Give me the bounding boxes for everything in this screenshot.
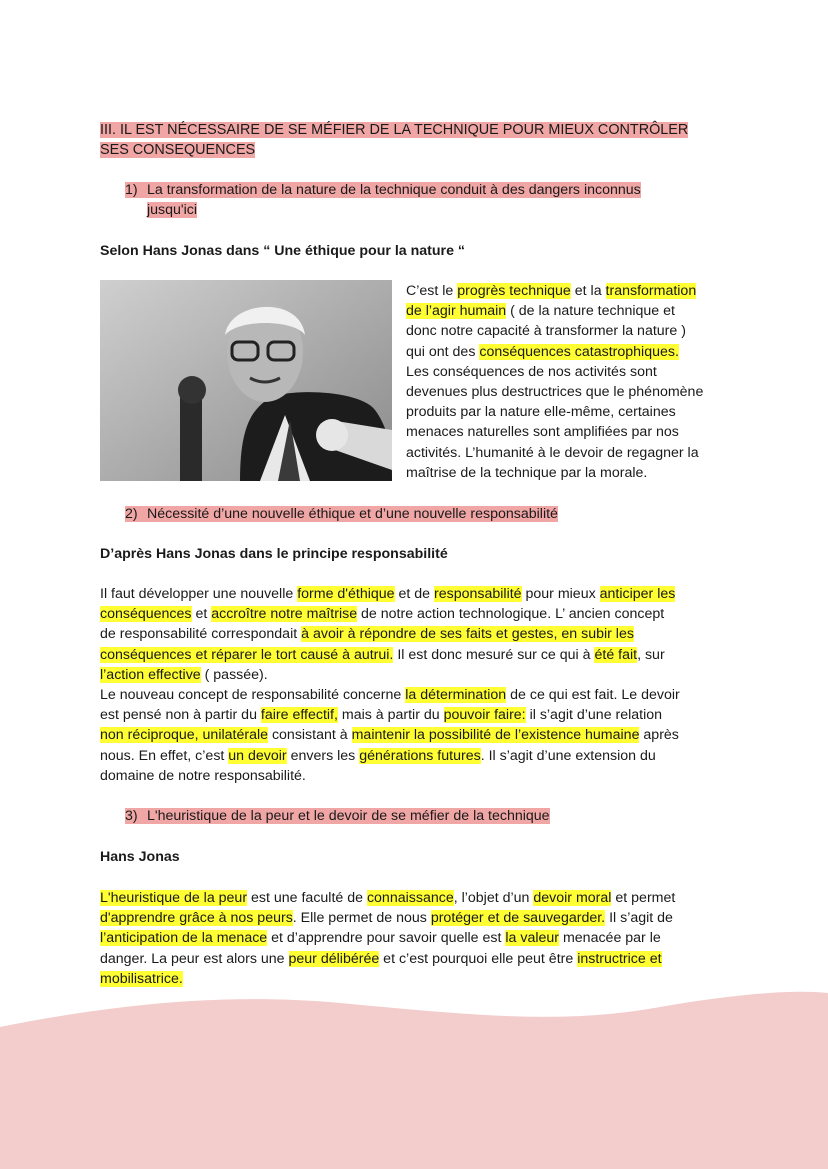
text-run: responsabilité <box>434 586 522 602</box>
text-run: la détermination <box>405 687 507 704</box>
text-run: de l’agir humain <box>406 303 507 320</box>
text-run: et d’apprendre pour savoir quelle est <box>267 930 506 947</box>
text-run: et c’est pourquoi elle peut être <box>379 950 578 967</box>
text-run: de responsabilité correspondait <box>100 626 302 643</box>
text-run: ( passée). <box>200 666 268 683</box>
text-run: progrès technique <box>457 283 571 299</box>
text-run: menaces naturelles sont amplifiées par nos <box>406 424 679 441</box>
footer-wave <box>0 985 828 1169</box>
text-run: , l’objet d’un <box>453 890 534 906</box>
paragraph-3 <box>100 888 740 989</box>
text-run: connaissance <box>366 890 454 906</box>
paragraph-2 <box>100 584 740 786</box>
text-run: produits par la nature elle-même, certaines <box>406 404 676 421</box>
text-run: instructrice et <box>577 950 662 967</box>
text-run: maîtrise de la technique par la morale. <box>406 464 648 481</box>
text-run: été fait <box>594 646 638 663</box>
text-run: pour mieux <box>521 586 600 602</box>
text-run: après <box>639 727 679 744</box>
section-heading-1 <box>125 180 705 220</box>
text-run: peur délibérée <box>288 950 380 967</box>
text-run: protéger et de sauvegarder. <box>430 910 606 927</box>
text-run: un devoir <box>228 747 287 764</box>
text-run: est pensé non à partir du <box>100 707 261 724</box>
text-run: et la <box>570 283 606 299</box>
text-run: activités. L’humanité à le devoir de regagner la <box>406 444 699 461</box>
section-title: L'heuristique de la peur et le devoir de se méfier de la technique <box>147 808 550 824</box>
text-run: domaine de notre responsabilité. <box>100 767 306 784</box>
text-run: devoir moral <box>533 890 612 906</box>
text-run: . Il s’agit d’une extension du <box>480 747 656 764</box>
text-run: conséquences et réparer le tort causé à autrui. <box>100 646 394 663</box>
subheading-1: Selon Hans Jonas dans “ Une éthique pour la nature “ <box>100 243 466 259</box>
text-run: anticiper les <box>599 586 676 602</box>
page-title <box>100 120 740 160</box>
text-run: et <box>191 606 212 623</box>
text-run: il s’agit d’une relation <box>525 707 663 724</box>
text-run: consistant à <box>268 727 352 744</box>
text-run: transformation <box>605 283 697 299</box>
text-run: de notre action technologique. L’ ancien concept <box>357 606 665 623</box>
paragraph-1 <box>406 281 736 483</box>
subheading-2: D’après Hans Jonas dans le principe responsabilité <box>100 546 448 562</box>
text-run: donc notre capacité à transformer la nature ) <box>406 323 686 340</box>
text-run: d'apprendre grâce à nos peurs <box>100 910 293 927</box>
text-run: mobilisatrice. <box>100 970 183 987</box>
text-run: . Elle permet de nous <box>292 910 431 927</box>
text-run: non réciproque, unilatérale <box>100 727 268 744</box>
hans-jonas-photo <box>100 280 392 481</box>
section-number: 2) <box>125 506 138 522</box>
text-run: Il est donc mesuré sur ce qui à <box>393 646 595 663</box>
section-number: 1) <box>125 182 138 198</box>
text-run: pouvoir faire: <box>443 707 526 724</box>
text-run: est une faculté de <box>247 890 367 906</box>
text-run: générations futures <box>359 747 481 764</box>
section-title: Nécessité d’une nouvelle éthique et d’une nouvelle responsabilité <box>147 506 558 522</box>
text-run: mais à partir du <box>337 707 444 724</box>
text-run: Les conséquences de nos activités sont <box>406 363 657 380</box>
text-run: menacée par le <box>559 930 661 947</box>
section-heading-3 <box>125 806 705 826</box>
title-line-1: III. IL EST NÉCESSAIRE DE SE MÉFIER DE LA TECHNIQUE POUR MIEUX CONTRÔLER <box>100 122 689 138</box>
section-heading-2 <box>125 504 705 524</box>
text-run: danger. La peur est alors une <box>100 950 289 967</box>
text-run: conséquences catastrophiques. <box>479 343 679 360</box>
section-title: La transformation de la nature de la technique conduit à des dangers inconnus <box>147 182 641 198</box>
text-run: , sur <box>637 646 665 663</box>
text-run: conséquences <box>100 606 192 623</box>
text-run: ( de la nature technique et <box>506 303 675 320</box>
section-number: 3) <box>125 808 138 824</box>
text-run: l’anticipation de la menace <box>100 930 268 947</box>
text-run: et permet <box>611 890 676 906</box>
text-run: l’action effective <box>100 666 201 683</box>
subheading-3: Hans Jonas <box>100 849 180 865</box>
text-run: envers les <box>286 747 360 764</box>
title-line-2: SES CONSEQUENCES <box>100 142 256 159</box>
text-run: la valeur <box>505 930 560 947</box>
text-run: nous. En effet, c’est <box>100 747 229 764</box>
text-run: Il faut développer une nouvelle <box>100 586 298 602</box>
section-title-cont: jusqu'ici <box>147 202 198 219</box>
text-run: forme d'éthique <box>297 586 395 602</box>
text-run: devenues plus destructrices que le phénomène <box>406 384 704 401</box>
text-run: et de <box>394 586 435 602</box>
text-run: Il s’agit de <box>605 910 673 927</box>
text-run: qui ont des <box>406 343 480 360</box>
text-run: maintenir la possibilité de l’existence humaine <box>351 727 640 744</box>
text-run: Le nouveau concept de responsabilité concerne <box>100 687 406 704</box>
text-run: faire effectif, <box>260 707 338 724</box>
text-run: à avoir à répondre de ses faits et gestes, en subir les <box>301 626 634 643</box>
text-run: L'heuristique de la peur <box>100 890 248 906</box>
text-run: accroître notre maîtrise <box>211 606 358 623</box>
text-run: C’est le <box>406 283 458 299</box>
text-run: de ce qui est fait. Le devoir <box>506 687 680 704</box>
